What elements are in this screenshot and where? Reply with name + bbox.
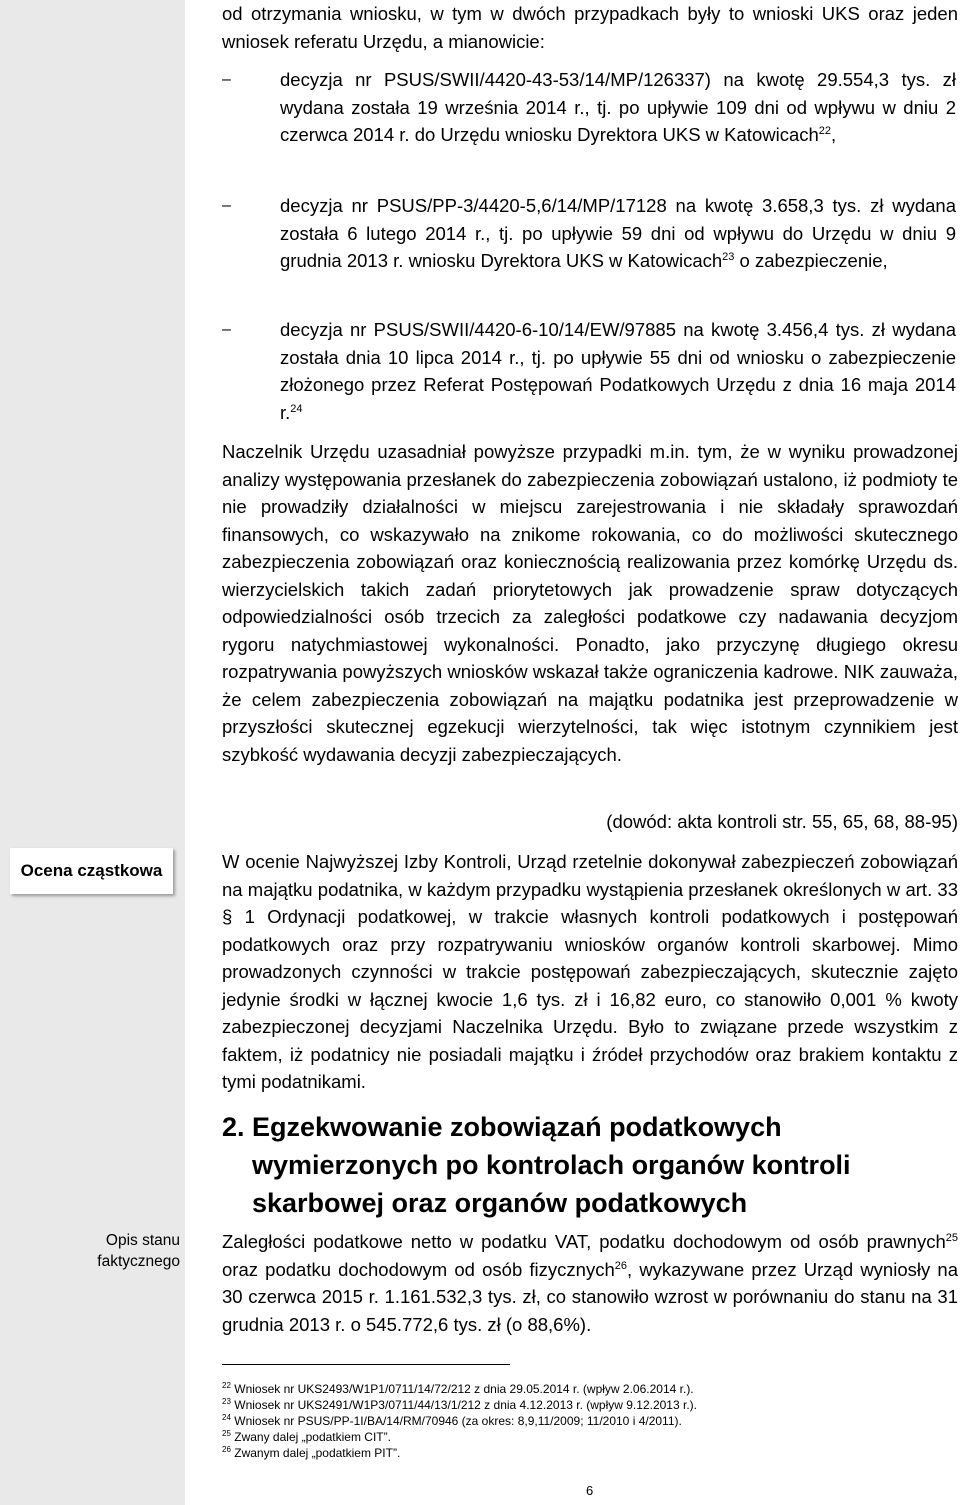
list-item-text: decyzja nr PSUS/SWII/4420-43-53/14/MP/126337) na kwotę 29.554,3 tys. zł wydana została 19 września 2014 r., tj. po upływie 109 dni od wpływu w dniu 2 czerwca 2014 r. do Urzędu wniosku Dyrektora UKS w Katowicach bbox=[280, 69, 956, 145]
paragraph-final-part-b: oraz podatku dochodowym od osób fizycznych bbox=[222, 1258, 615, 1280]
evidence-reference: (dowód: akta kontroli str. 55, 65, 68, 88-95) bbox=[606, 811, 958, 832]
footnote-number: 25 bbox=[222, 1429, 231, 1438]
footnote-number: 22 bbox=[222, 1381, 231, 1390]
section-note-line2: faktycznego bbox=[97, 1253, 180, 1270]
footnote-separator bbox=[222, 1364, 510, 1365]
footnote-ref: 23 bbox=[722, 251, 735, 263]
section-note bbox=[60, 1230, 180, 1272]
footnote-ref: 25 bbox=[945, 1232, 958, 1244]
footnote-text: Wniosek nr PSUS/PP-1I/BA/14/RM/70946 (za okres: 8,9,11/2009; 11/2010 i 4/2011). bbox=[234, 1414, 682, 1428]
footnote bbox=[222, 1398, 697, 1413]
footnote-text: Wniosek nr UKS2493/W1P1/0711/14/72/212 z dnia 29.05.2014 r. (wpływ 2.06.2014 r.). bbox=[234, 1382, 694, 1396]
footnote-text: Wniosek nr UKS2491/W1P3/0711/44/13/1/212 z dnia 4.12.2013 r. (wpływ 9.12.2013 r.). bbox=[234, 1398, 697, 1412]
footnote-text: Zwanym dalej „podatkiem PIT”. bbox=[234, 1446, 401, 1460]
section-heading-number: 2. bbox=[222, 1112, 245, 1142]
footnote bbox=[222, 1414, 682, 1429]
paragraph-assessment: W ocenie Najwyższej Izby Kontroli, Urząd rzetelnie dokonywał zabezpieczeń zobowiązań na majątku podatnika, w każdym przypadku wystąpienia przesłanek określonych w art. 33 § 1 Ordynacji podatkowej, w trakcie własnych kontroli podatkowych i postępowań podatkowych oraz przy rozpatrywaniu wniosków organów kontroli skarbowej. Mimo prowadzonych czynności w trakcie postępowań zabezpieczających, skutecznie zajęto jedynie środki w łącznej kwocie 1,6 tys. zł i 16,82 euro, co stanowiło 0,001 % kwoty zabezpieczonej decyzjami Naczelnika Urzędu. Było to związane przede wszystkim z faktem, iż podatnicy nie posiadali majątku i źródeł przychodów oraz brakiem kontaktu z tymi podatnikami. bbox=[222, 851, 958, 1092]
paragraph-final-part-c: , wykazywane przez Urząd wyniosły na 30 czerwca 2015 r. 1.161.532,3 tys. zł, co stanowiło wzrost w porównaniu do stanu na 31 grudnia 2013 r. o 545.772,6 tys. zł (o 88,6%). bbox=[222, 1258, 958, 1335]
list-item-text: decyzja nr PSUS/PP-3/4420-5,6/14/MP/17128 na kwotę 3.658,3 tys. zł wydana została 6 lutego 2014 r., tj. po upływie 59 dni od wpływu do Urzędu w dniu 9 grudnia 2013 r. wniosku Dyrektora UKS w Katowicach bbox=[280, 195, 956, 271]
footnote-number: 24 bbox=[222, 1413, 231, 1422]
assessment-box-label: Ocena cząstkowa bbox=[20, 861, 163, 880]
bullet-dash: – bbox=[222, 321, 231, 338]
footnote-number: 26 bbox=[222, 1445, 231, 1454]
left-margin-panel bbox=[0, 0, 185, 1505]
footnote bbox=[222, 1430, 391, 1445]
section-note-line1: Opis stanu bbox=[105, 1232, 180, 1249]
footnote-ref: 26 bbox=[614, 1259, 627, 1272]
footnote-number: 23 bbox=[222, 1397, 231, 1406]
section-heading-text: Egzekwowanie zobowiązań podatkowych wymierzonych po kontrolach organów kontroli skarbowej oraz organów podatkowych bbox=[252, 1112, 851, 1218]
list-item-tail: , bbox=[831, 124, 837, 145]
list-item-text: decyzja nr PSUS/SWII/4420-6-10/14/EW/97885 na kwotę 3.456,4 tys. zł wydana została dnia 10 lipca 2014 r., tj. po upływie 55 dni od wniosku o zabezpieczenie złożonego przez Referat Postępowań Podatkowych Urzędu z dnia 16 maja 2014 r. bbox=[280, 319, 956, 423]
footnote-ref: 24 bbox=[290, 402, 303, 415]
paragraph-naczelnik: Naczelnik Urzędu uzasadniał powyższe przypadki m.in. tym, że w wyniku prowadzonej analizy występowania przesłanek do zabezpieczenia zobowiązań ustalono, iż podmioty te nie prowadziły działalności w miejscu zarejestrowania i nie składały sprawozdań finansowych, co wskazywało na znikome rokowania, co do możliwości skutecznego zabezpieczenia zobowiązań oraz koniecznością realizowania przez komórkę Urzędu ds. wierzycielskich takich zadań priorytetowych jak prowadzenie spraw dotyczących odpowiedzialności osób trzecich za zaległości podatkowe czy nadawania decyzjom rygoru natychmiastowej wykonalności. Ponadto, jako przyczynę długiego okresu rozpatrywania powyższych wniosków wskazał także ograniczenia kadrowe. NIK zauważa, że celem zabezpieczenia zobowiązań na majątku podatnika jest przeprowadzenie w przyszłości skutecznej egzekucji wierzytelności, tak więc istotnym czynnikiem jest szybkość wydawania decyzji zabezpieczających. bbox=[222, 441, 958, 765]
bullet-dash: – bbox=[222, 71, 231, 88]
bullet-dash: – bbox=[222, 197, 231, 214]
footnote-ref: 22 bbox=[818, 125, 832, 137]
assessment-box bbox=[10, 848, 173, 894]
list-item-tail: o zabezpieczenie, bbox=[734, 250, 888, 271]
footnote bbox=[222, 1446, 400, 1461]
footnote bbox=[222, 1382, 694, 1397]
page-number: 6 bbox=[586, 1483, 594, 1498]
paragraph-final bbox=[222, 1228, 958, 1338]
paragraph-final-part-a: Zaległości podatkowe netto w podatku VAT, podatku dochodowym od osób prawnych bbox=[222, 1231, 946, 1252]
paragraph-intro: od otrzymania wniosku, w tym w dwóch przypadkach były to wnioski UKS oraz jeden wniosek referatu Urzędu, a mianowicie: bbox=[222, 3, 958, 52]
footnote-text: Zwany dalej „podatkiem CIT”. bbox=[234, 1430, 391, 1444]
